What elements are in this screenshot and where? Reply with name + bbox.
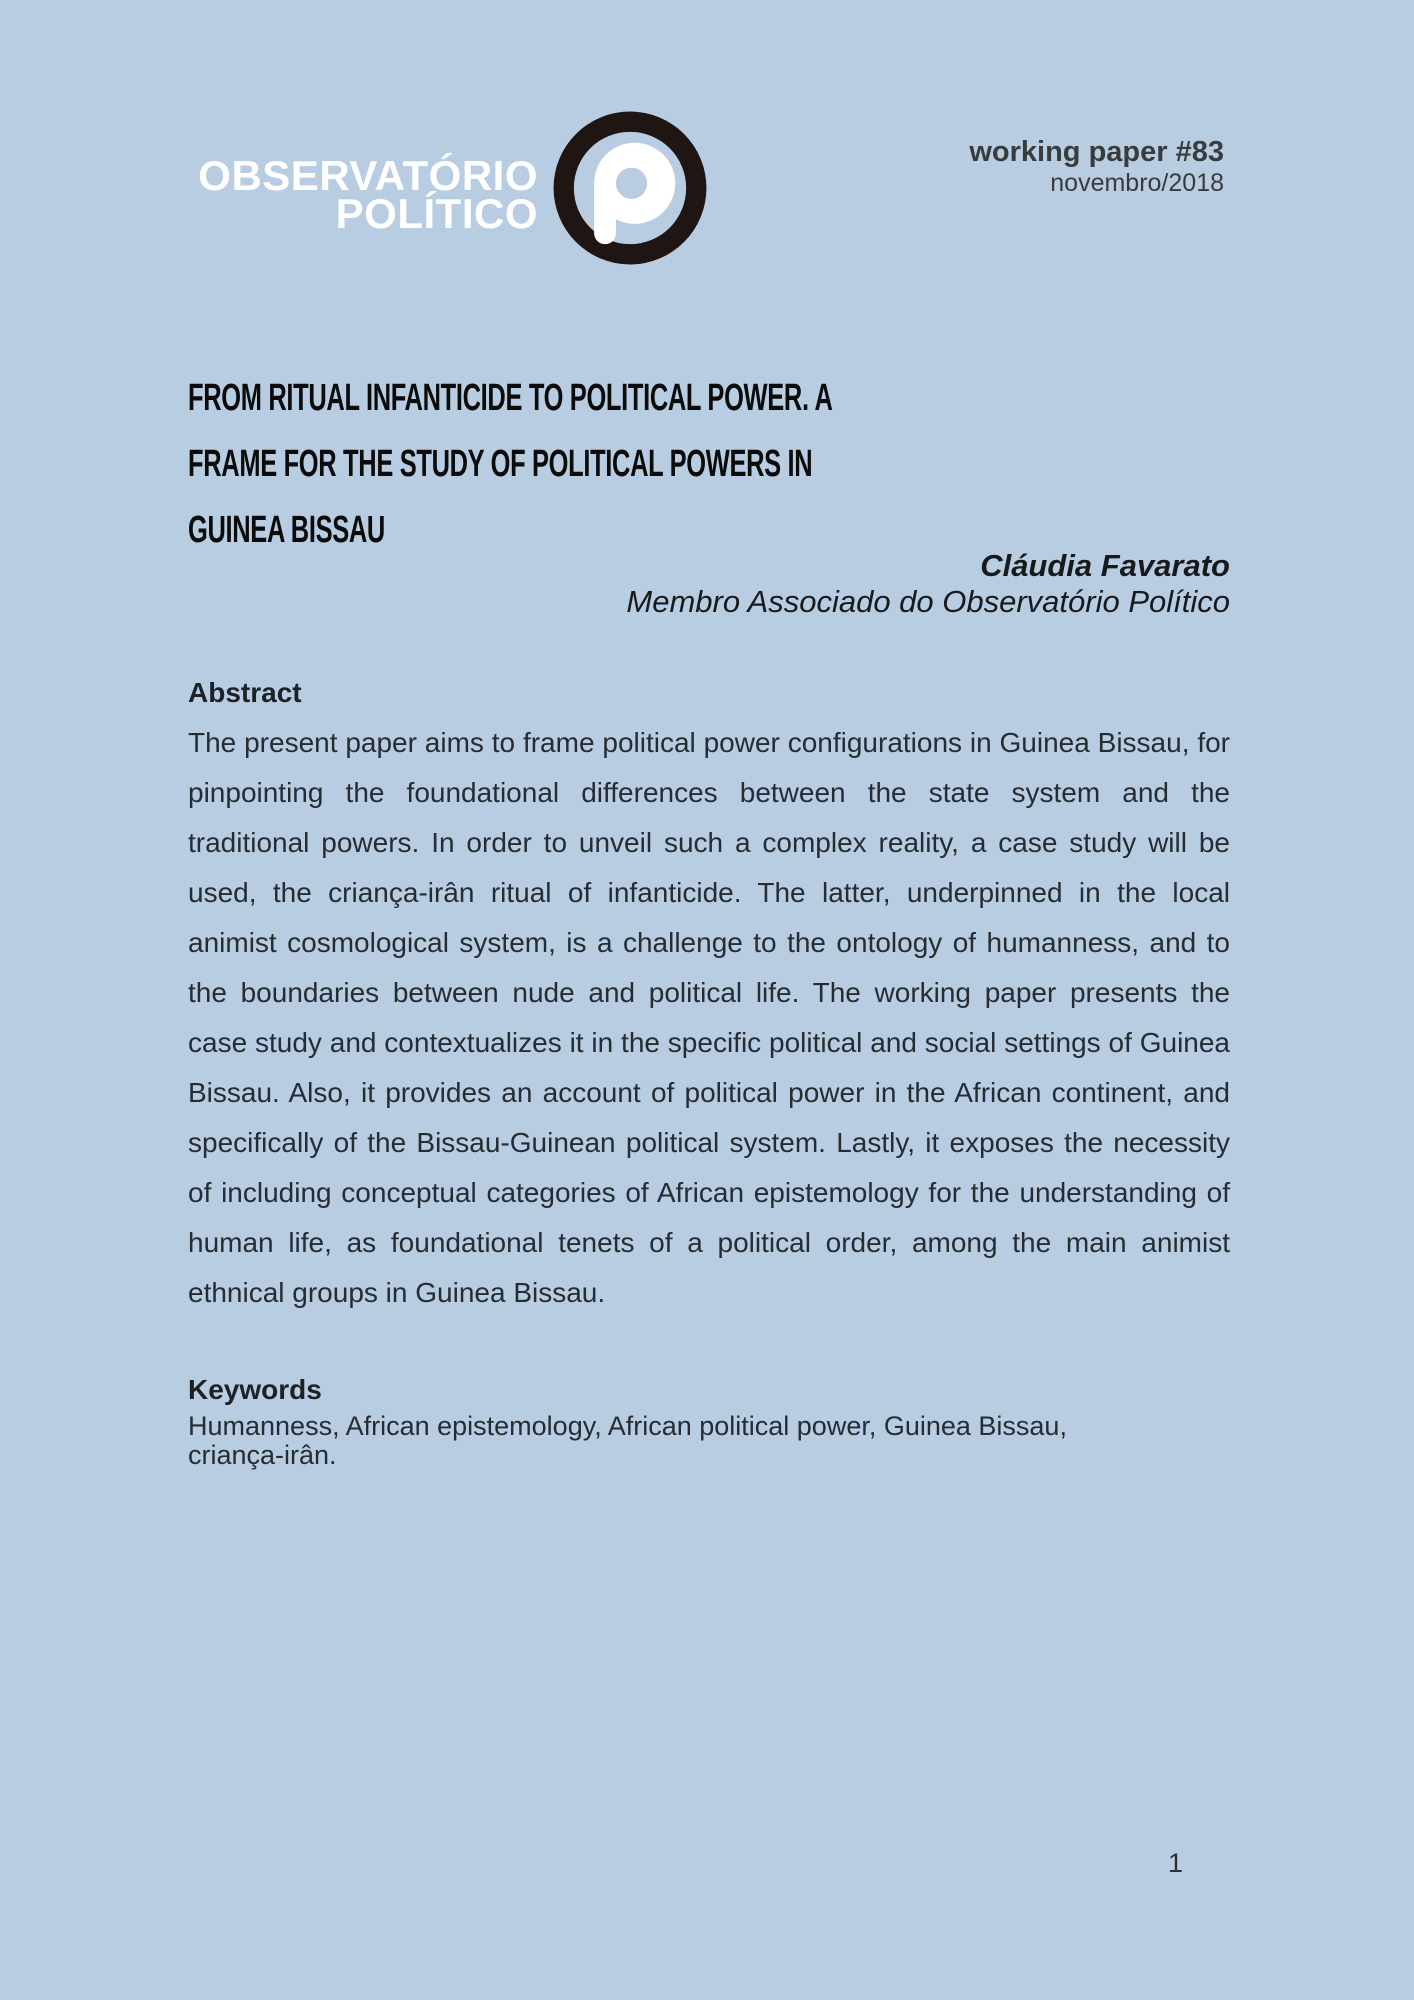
keywords-text (188, 1412, 1230, 1470)
logo-wordmark-line2: POLÍTICO (335, 190, 538, 237)
author-block (626, 548, 1230, 620)
page-title (188, 365, 1150, 563)
observatorio-politico-logo-icon (552, 110, 708, 266)
abstract-heading: Abstract (188, 677, 302, 708)
keywords-line-1: Humanness, African epistemology, African political power, Guinea Bissau, (188, 1411, 1067, 1441)
issue-date: novembro/2018 (1050, 169, 1224, 197)
logo-wordmark-line1: OBSERVATÓRIO (198, 152, 538, 199)
keywords-heading: Keywords (188, 1374, 322, 1405)
author-affiliation: Membro Associado do Observatório Político (626, 584, 1230, 619)
page-number: 1 (1168, 1848, 1184, 1878)
title-line-2: FRAME FOR THE STUDY OF POLITICAL POWERS IN (188, 443, 813, 485)
logo-wordmark (198, 152, 538, 237)
title-line-3: GUINEA BISSAU (188, 509, 385, 551)
title-line-1: FROM RITUAL INFANTICIDE TO POLITICAL POWER. A (188, 377, 833, 419)
keywords-line-2: criança-irân. (188, 1440, 337, 1470)
abstract-text: The present paper aims to frame political power configurations in Guinea Bissau, for pinpointing the foundational differences between the state system and the traditional powers. In order to unveil such a complex reality, a case study will be used, the criança-irân ritual of infanticide. The latter, underpinned in the local animist cosmological system, is a challenge to the ontology of humanness, and to the boundaries between nude and political life. The working paper presents the case study and contextualizes it in the specific political and social settings of Guinea Bissau. Also, it provides an account of political power in the African continent, and specifically of the Bissau-Guinean political system. Lastly, it exposes the necessity of including conceptual categories of African epistemology for the understanding of human life, as foundational tenets of a political order, among the main animist ethnical groups in Guinea Bissau. (188, 727, 1230, 1308)
author-name: Cláudia Favarato (980, 548, 1230, 583)
working-paper-number: working paper #83 (969, 136, 1224, 168)
issue-block (969, 136, 1224, 197)
